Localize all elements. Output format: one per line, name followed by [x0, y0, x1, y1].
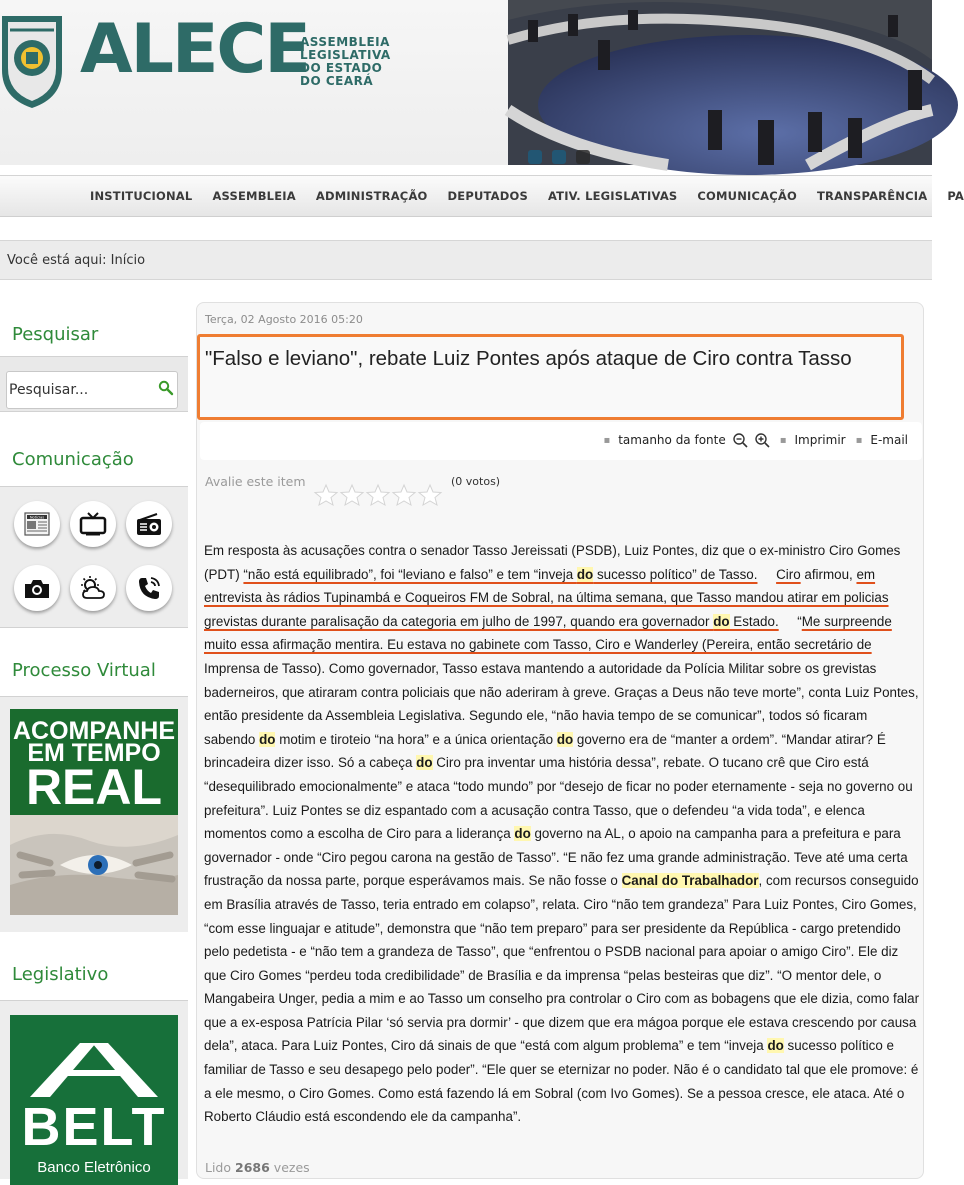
- body-segment: Ciro pra inventar uma história dessa”, rebate. O tucano crê que Ciro está “desequilibrado emocionalmente” e ataca “todo mundo” por “desejo de ficar no poder eternamente - seja no governo ou prefeitura”. Luiz Pontes se diz espantado com a acusação contra Tasso, que o defendeu “a vida toda”, e elenca momentos como a escolha de Ciro para a liderança: [204, 755, 913, 842]
- camera-icon[interactable]: [14, 565, 60, 611]
- weather-icon[interactable]: [70, 565, 116, 611]
- logo-sub-line: ASSEMBLEIA: [300, 35, 390, 49]
- ceara-coat-of-arms-icon[interactable]: [0, 8, 68, 112]
- body-segment: , com recursos conseguido em Brasília através de Tasso, teria entrado em colapso”, relata. Ciro “não tem grandeza” Para Luiz Pontes, Ciro Gomes, “com esse linguajar e atitude”, demonstra que “não tem preparo” para ser presidente da República - cargo pretendido pelo pedetista - e “não tem a grandeza de Tasso”, que “enfrentou o PSDB nacional para apoiar o amigo Ciro”. Ele diz que Ciro Gomes “perdeu toda credibilidade” de Brasília e da imprensa “pelas besteiras que diz”. “O mentor dele, o Mangabeira Unger, pedia a mim e ao Tasso um conselho pra controlar o Ciro com as bobagens que ele dizia, como falar que a ex-esposa Patrícia Pilar ‘só servia pra dormir’ - que dizem que era mágoa porque ele estava crescendo por causa dela”, ataca. Para Luiz Pontes, Ciro dá sinais de que “está com algum problema” e tem “inveja: [204, 873, 920, 1054]
- belt-banner[interactable]: [10, 1015, 178, 1185]
- hits-suffix: vezes: [273, 1160, 310, 1175]
- rating-label: Avalie este item: [205, 474, 306, 489]
- processo-virtual-module: [0, 696, 188, 932]
- tv-glyph: [79, 511, 107, 537]
- body-segment: Imprensa de Tasso). Como governador, Tasso estava mantendo a autoridade da Polícia Militar sobre os grevistas baderneiros, que atiraram contra policiais que não aderiram à greve. Graças a Deus não teve morte”, conta Luiz Pontes, então presidente da Assembleia Legislativa. Segundo ele, “não havia tempo de se comunicar”, todos só ficaram sabendo: [204, 660, 919, 747]
- body-segment: [757, 567, 776, 582]
- email-link[interactable]: E-mail: [870, 433, 908, 447]
- tv-icon[interactable]: [70, 501, 116, 547]
- pv-ad-line-1: ACOMPANHE: [12, 717, 176, 745]
- keyword-highlight: do: [556, 731, 574, 747]
- logo-sub-line: LEGISLATIVA: [300, 48, 391, 62]
- body-segment: sucesso político e familiar de Tasso e seu desapego pelo poder”. “Ele quer se eternizar no poder. Não é o candidato tal que ele promove: é a ele mesmo, o Ciro Gomes. Como está fazendo lá em Sobral (com Ivo Gomes). Se a pessoa cresce, ele ataca. Até o Roberto Cláudio está escondendo ele da campanha”.: [204, 1038, 919, 1125]
- body-segment: Estado.: [729, 613, 779, 629]
- body-segment: Em resposta às acusações contra o senador Tasso Jereissati (PSDB), Luiz Pontes, diz que o ex-ministro Ciro Gomes (PDT): [204, 543, 901, 582]
- sidebar-title-comunicacao: Comunicação: [12, 449, 134, 470]
- zoom-out-icon[interactable]: [732, 432, 748, 448]
- nav-item-administracao[interactable]: ADMINISTRAÇÃO: [315, 189, 428, 203]
- radio-icon[interactable]: [126, 501, 172, 547]
- body-segment: governo era de “manter a ordem”. “Mandar atirar? É brincadeira dizer isso. Só a cabeça: [204, 731, 886, 771]
- bullet: ▪: [855, 434, 863, 446]
- search-input[interactable]: [6, 371, 178, 409]
- banner-slider-dots: [528, 150, 590, 164]
- search-icon[interactable]: [158, 380, 174, 396]
- body-segment: motim e tiroteio “na hora” e a única orientação: [275, 731, 557, 747]
- sidebar-title-search: Pesquisar: [12, 324, 99, 345]
- breadcrumb-prefix: Você está aqui:: [7, 252, 107, 268]
- legislativo-module: [0, 1000, 188, 1179]
- article-body: [204, 539, 920, 1129]
- hits-label: Lido: [205, 1160, 232, 1175]
- bullet: ▪: [603, 434, 611, 446]
- logo-sub-line: DO CEARÁ: [300, 74, 374, 88]
- comunicacao-module: [0, 486, 188, 628]
- print-link[interactable]: Imprimir: [794, 433, 846, 447]
- newspaper-glyph: [24, 512, 50, 536]
- body-segment: governo na AL, o apoio na campanha para a prefeitura e para governador - onde “Ciro pegou carona na gestão de Tasso”. “E não fez uma grande administração. Teve até uma certa frustração da nossa parte, porque esperávamos mais. Se não fosse o: [204, 826, 908, 889]
- article-hits: [205, 1160, 310, 1175]
- article-paragraph: [204, 539, 920, 1129]
- article-title[interactable]: "Falso e leviano", rebate Luiz Pontes após ataque de Ciro contra Tasso: [205, 347, 852, 370]
- belt-ad-subtitle: Banco Eletrônico: [37, 1159, 151, 1176]
- body-segment-underlined: Me surpreende muito essa afirmação mentira. Eu estava no gabinete com Tasso, Ciro e Wanderley (Pereira, então secretário de: [204, 613, 892, 653]
- body-segment: sucesso político” de Tasso.: [593, 566, 758, 582]
- nav-item-comunicacao[interactable]: COMUNICAÇÃO: [697, 189, 797, 203]
- nav-item-transparencia[interactable]: TRANSPARÊNCIA: [816, 189, 928, 203]
- keyword-highlight: do: [259, 731, 276, 747]
- belt-ad-word: BELT: [21, 1097, 167, 1157]
- radio-glyph: [135, 511, 163, 537]
- site-header: [0, 0, 932, 165]
- body-segment-underlined: Ciro: [776, 566, 801, 582]
- nav-item-assembleia[interactable]: ASSEMBLEIA: [212, 189, 296, 203]
- weather-glyph: [79, 576, 107, 600]
- canal-do-trabalhador-link[interactable]: Canal do Trabalhador: [621, 873, 759, 889]
- noticias-icon[interactable]: [14, 501, 60, 547]
- star-icon[interactable]: [418, 484, 442, 506]
- logo-sub-line: DO ESTADO: [300, 61, 383, 75]
- processo-virtual-banner[interactable]: [10, 709, 178, 915]
- star-icon[interactable]: [340, 484, 364, 506]
- bullet: ▪: [779, 434, 787, 446]
- keyword-highlight: do: [767, 1038, 784, 1054]
- pv-ad-line-2: EM TEMPO: [27, 739, 161, 767]
- nav-item-institucional[interactable]: INSTITUCIONAL: [90, 189, 193, 203]
- noticias-label: Notícias: [29, 515, 45, 520]
- keyword-highlight: do: [713, 613, 730, 629]
- body-segment: afirmou,: [800, 566, 857, 582]
- star-icon[interactable]: [314, 484, 338, 506]
- article-date: Terça, 02 Agosto 2016 05:20: [205, 313, 363, 326]
- site-logo-wordmark[interactable]: ALECE: [80, 10, 309, 89]
- zoom-in-icon[interactable]: [754, 432, 770, 448]
- star-rating: [314, 484, 442, 506]
- main-navigation: [0, 175, 964, 217]
- breadcrumb-current[interactable]: Início: [110, 252, 146, 268]
- slider-dot[interactable]: [528, 150, 542, 164]
- body-segment: em entrevista às rádios Tupinambá e Coqueiros FM de Sobral, na última semana, que Tasso mandou atirar em policias grevistas durante paralisação da categoria em julho de 1997, quando era governador: [204, 566, 889, 629]
- body-segment: “: [778, 613, 802, 629]
- hits-count: 2686: [235, 1160, 270, 1175]
- site-logo-subtitle: [300, 36, 391, 88]
- body-segment: “não está equilibrado”, foi “leviano e falso” e tem “inveja: [243, 566, 577, 582]
- article-tools-bar: [200, 422, 922, 460]
- nav-item-deputados[interactable]: DEPUTADOS: [447, 189, 528, 203]
- keyword-highlight: do: [416, 755, 433, 771]
- sidebar-title-processo-virtual: Processo Virtual: [12, 660, 156, 681]
- nav-item-ativ-legislativas[interactable]: ATIV. LEGISLATIVAS: [547, 189, 678, 203]
- rating-votes: (0 votos): [451, 475, 501, 488]
- phone-icon[interactable]: [126, 565, 172, 611]
- keyword-highlight: do: [514, 826, 531, 842]
- star-icon[interactable]: [392, 484, 416, 506]
- star-icon[interactable]: [366, 484, 390, 506]
- camera-glyph: [23, 576, 51, 600]
- nav-item-truncated[interactable]: PA: [947, 189, 964, 203]
- phone-glyph: [136, 575, 162, 601]
- breadcrumb: [0, 240, 932, 280]
- slider-dot[interactable]: [552, 150, 566, 164]
- plenary-banner-image[interactable]: [508, 0, 932, 165]
- article-tools: [593, 432, 908, 448]
- font-size-label: tamanho da fonte: [618, 433, 726, 447]
- sidebar-title-legislativo: Legislativo: [12, 964, 109, 985]
- body-segment-underlined: [243, 567, 757, 582]
- eye-hand-photo: [10, 815, 178, 915]
- pv-ad-line-3: REAL: [25, 759, 163, 815]
- slider-dot-active[interactable]: [576, 150, 590, 164]
- keyword-highlight: do: [576, 566, 594, 582]
